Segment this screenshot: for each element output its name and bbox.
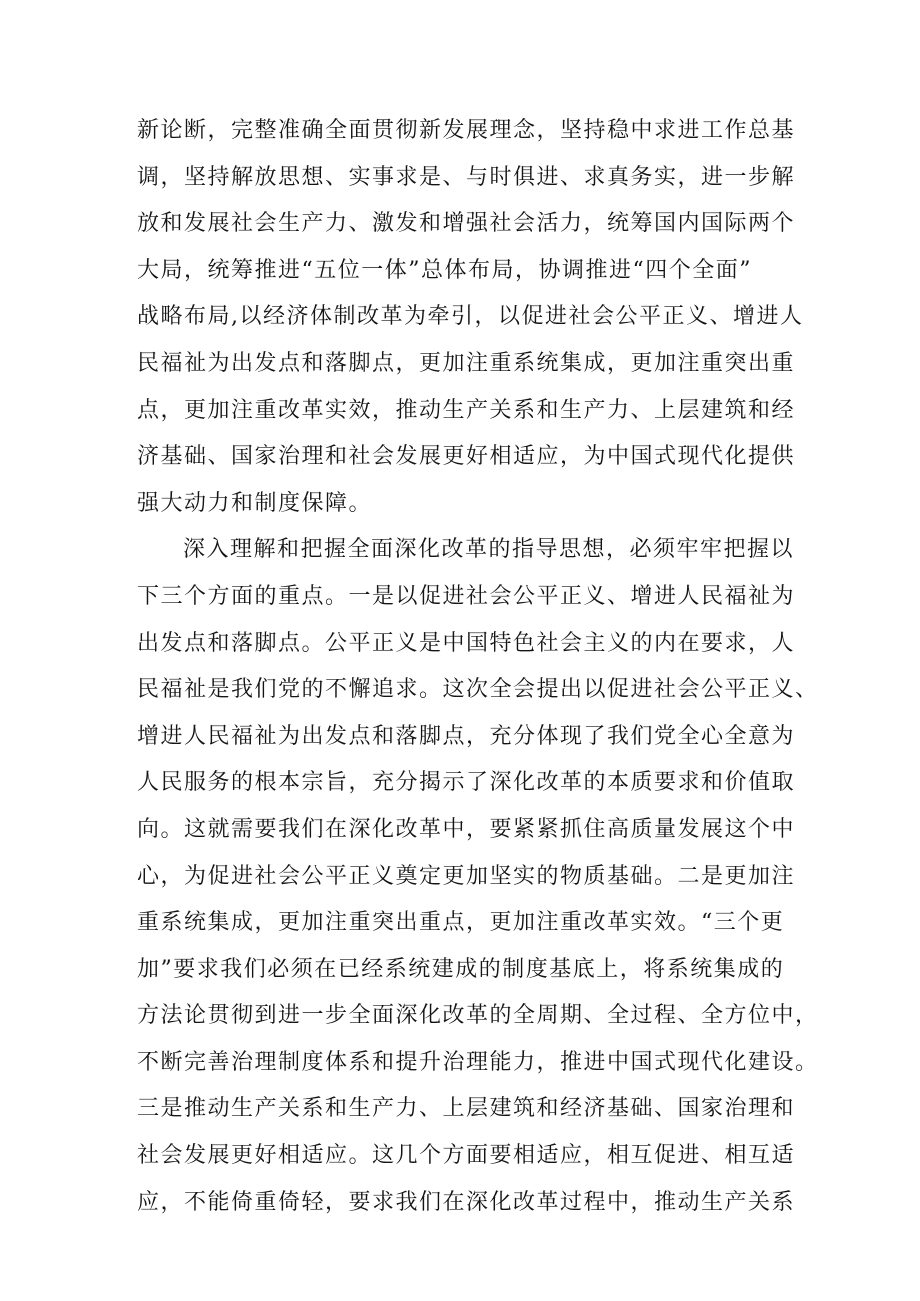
text-line: 心，为促进社会公平正义奠定更加坚实的物质基础。二是更加注 <box>137 863 796 889</box>
text-line: 民福祉为出发点和落脚点，更加注重系统集成，更加注重突出重 <box>137 350 796 376</box>
text-line: 深入理解和把握全面深化改革的指导思想，必须牢牢把握以 <box>183 537 795 563</box>
text-line: 应，不能倚重倚轻，要求我们在深化改革过程中，推动生产关系 <box>137 1189 796 1215</box>
text-line: 不断完善治理制度体系和提升治理能力，推进中国式现代化建设。 <box>137 1049 819 1075</box>
text-line: 人民服务的根本宗旨，充分揭示了深化改革的本质要求和价值取 <box>137 770 796 796</box>
text-line: 方法论贯彻到进一步全面深化改革的全周期、全过程、全方位中， <box>137 1003 819 1029</box>
text-line: 大局，统筹推进“五位一体”总体布局，协调推进“四个全面” <box>137 257 752 283</box>
text-line: 加”要求我们必须在已经系统建成的制度基底上，将系统集成的 <box>137 956 785 982</box>
text-line: 出发点和落脚点。公平正义是中国特色社会主义的内在要求，人 <box>137 630 796 656</box>
text-line: 下三个方面的重点。一是以促进社会公平正义、增进人民福祉为 <box>137 583 796 609</box>
text-line: 增进人民福祉为出发点和落脚点，充分体现了我们党全心全意为 <box>137 723 796 749</box>
text-line: 民福祉是我们党的不懈追求。这次全会提出以促进社会公平正义、 <box>137 677 819 703</box>
paragraph-1 <box>137 108 804 527</box>
text-line: 调，坚持解放思想、实事求是、与时俱进、求真务实，进一步解 <box>137 164 796 190</box>
text-line: 新论断，完整准确全面贯彻新发展理念，坚持稳中求进工作总基 <box>137 118 796 143</box>
text-line: 社会发展更好相适应。这几个方面要相适应，相互促进、相互适 <box>137 1143 796 1169</box>
text-line: 向。这就需要我们在深化改革中，要紧紧抓住高质量发展这个中 <box>137 816 796 842</box>
text-line: 点，更加注重改革实效，推动生产关系和生产力、上层建筑和经 <box>137 397 796 423</box>
text-line: 强大动力和制度保障。 <box>137 490 373 516</box>
text-line: 战略布局,以经济体制改革为牵引，以促进社会公平正义、增进人 <box>137 304 804 330</box>
text-line: 放和发展社会生产力、激发和增强社会活力，统筹国内国际两个 <box>137 211 796 237</box>
paragraph-2 <box>137 527 819 1226</box>
text-line: 重系统集成，更加注重突出重点，更加注重改革实效。“三个更 <box>137 910 785 936</box>
text-line: 济基础、国家治理和社会发展更好相适应，为中国式现代化提供 <box>137 444 796 470</box>
text-line: 三是推动生产关系和生产力、上层建筑和经济基础、国家治理和 <box>137 1096 796 1122</box>
document-body <box>137 108 819 1226</box>
